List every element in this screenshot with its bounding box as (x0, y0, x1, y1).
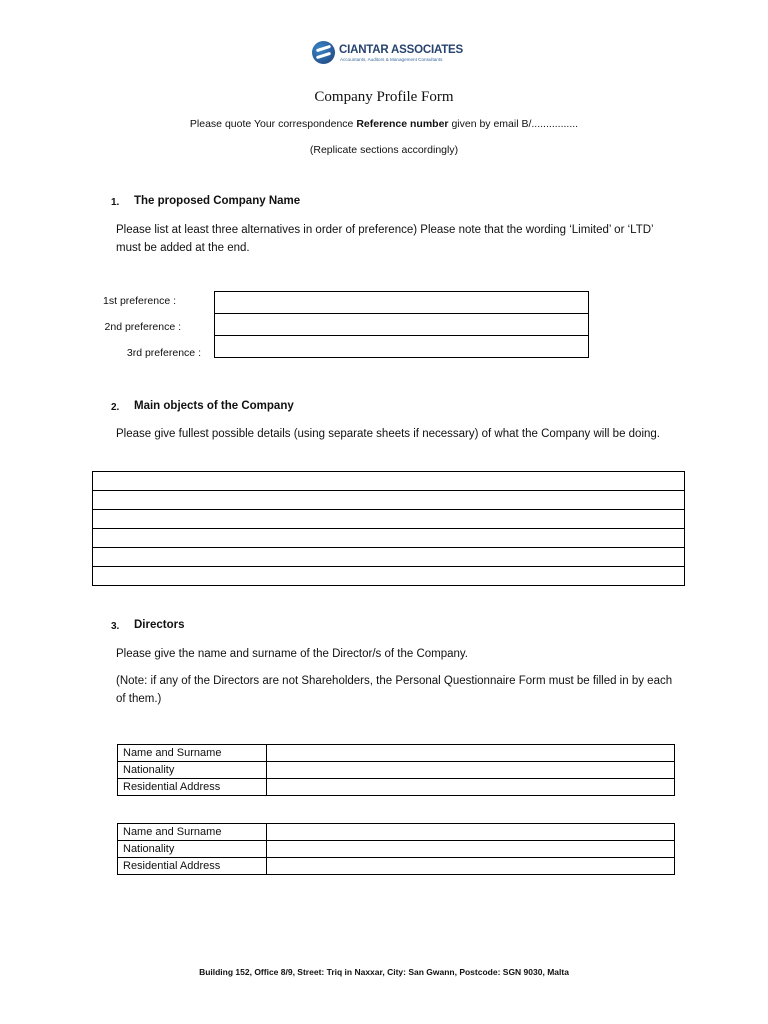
director-table-1 (117, 744, 675, 796)
director-row (118, 858, 675, 875)
section2-paragraph: Please give fullest possible details (using separate sheets if necessary) of what the Company will be doing. (116, 428, 660, 440)
pref3-label: 3rd preference : (126, 347, 201, 359)
objects-row (93, 567, 685, 586)
director-row (118, 779, 675, 796)
pref1-field[interactable] (214, 291, 589, 314)
director-table-2 (117, 823, 675, 875)
objects-row (93, 510, 685, 529)
director-row (118, 745, 675, 762)
director-nationality-label: Nationality (118, 762, 267, 779)
director-address-label: Residential Address (118, 779, 267, 796)
director-nationality-field[interactable] (267, 841, 675, 858)
section1-number: 1. (111, 197, 120, 208)
section1-paragraph: Please list at least three alternatives in order of preference) Please note that the wording ‘Limited’ or ‘LTD’ must be added at the end. (116, 224, 654, 254)
director-name-field[interactable] (267, 824, 675, 841)
logo-tagline: Accountants, Auditors & Management Consultants (340, 57, 443, 62)
section3-paragraph1: Please give the name and surname of the Director/s of the Company. (116, 648, 469, 660)
director-row (118, 841, 675, 858)
objects-field[interactable] (93, 491, 685, 510)
form-title: Company Profile Form (314, 89, 454, 105)
intro-bold: Reference number (356, 118, 449, 130)
objects-field[interactable] (93, 529, 685, 548)
pref2-label: 2nd preference : (104, 321, 181, 333)
objects-row (93, 529, 685, 548)
logo-name: CIANTAR ASSOCIATES (339, 44, 463, 56)
objects-row (93, 491, 685, 510)
objects-table (92, 471, 685, 586)
pref1-label: 1st preference : (103, 295, 176, 307)
objects-field[interactable] (93, 472, 685, 491)
section3-heading: Directors (134, 619, 185, 631)
director-address-field[interactable] (267, 858, 675, 875)
director-name-label: Name and Surname (118, 824, 267, 841)
footer-address: Building 152, Office 8/9, Street: Triq in Naxxar, City: San Gwann, Postcode: SGN 9030, Malta (199, 967, 569, 977)
objects-row (93, 472, 685, 491)
director-nationality-field[interactable] (267, 762, 675, 779)
logo-globe-icon (312, 41, 335, 64)
director-name-field[interactable] (267, 745, 675, 762)
section2-heading: Main objects of the Company (134, 400, 294, 412)
objects-field[interactable] (93, 510, 685, 529)
director-address-field[interactable] (267, 779, 675, 796)
intro-suffix: given by email B/................ (451, 118, 579, 130)
director-address-label: Residential Address (118, 858, 267, 875)
objects-row (93, 548, 685, 567)
director-name-label: Name and Surname (118, 745, 267, 762)
director-row (118, 762, 675, 779)
section3-paragraph2: (Note: if any of the Directors are not Shareholders, the Personal Questionnaire Form must be filled in by each of them.) (116, 675, 673, 705)
section2-number: 2. (111, 402, 120, 413)
pref3-field[interactable] (214, 335, 589, 358)
director-nationality-label: Nationality (118, 841, 267, 858)
intro-line (0, 118, 768, 130)
pref2-field[interactable] (214, 313, 589, 336)
section1-heading: The proposed Company Name (134, 195, 301, 207)
director-row (118, 824, 675, 841)
company-logo (312, 41, 472, 67)
section3-number: 3. (111, 621, 120, 632)
objects-field[interactable] (93, 567, 685, 586)
replicate-note: (Replicate sections accordingly) (309, 144, 459, 156)
intro-prefix: Please quote Your correspondence (189, 118, 354, 130)
objects-field[interactable] (93, 548, 685, 567)
